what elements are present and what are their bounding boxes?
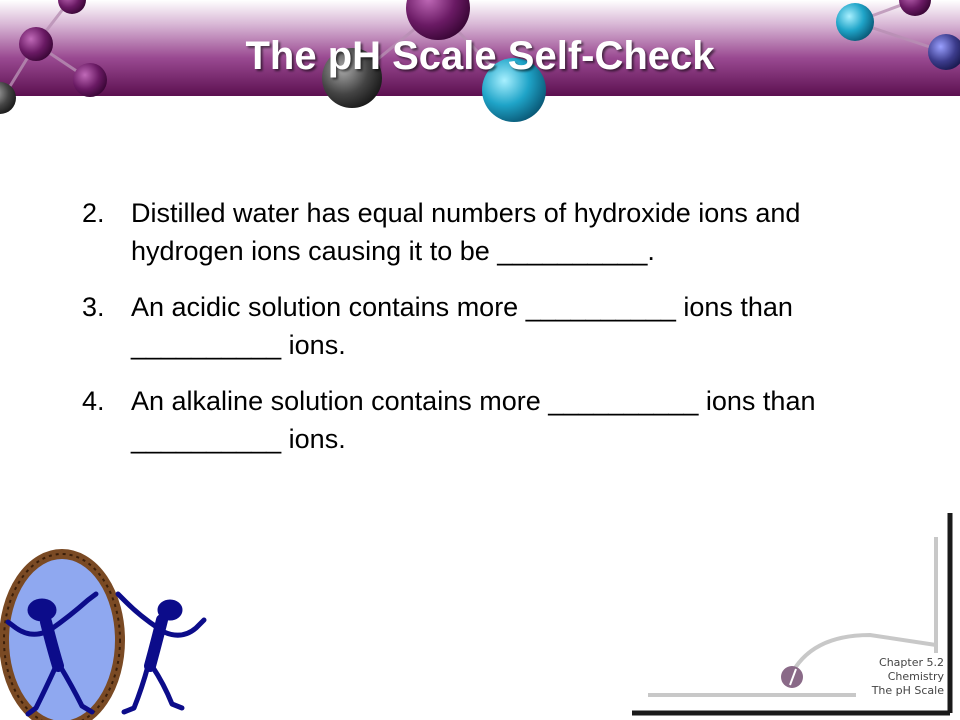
dancing-figures-clipart-icon: [0, 548, 220, 720]
question-number: 2.: [82, 198, 105, 228]
footer-topic: The pH Scale: [871, 684, 944, 697]
slide-title: The pH Scale Self-Check: [245, 34, 715, 78]
question-number: 3.: [82, 292, 105, 322]
question-item: [82, 194, 882, 270]
footer-subject: Chemistry: [887, 670, 944, 683]
question-item: [82, 382, 882, 458]
question-text: An acidic solution contains more __________ ions than __________ ions.: [131, 292, 793, 360]
chapter-footer: [872, 656, 944, 698]
question-text: Distilled water has equal numbers of hydroxide ions and hydrogen ions causing it to be __________.: [131, 198, 801, 266]
question-list: [82, 194, 882, 476]
question-item: [82, 288, 882, 364]
footer-chapter: Chapter 5.2: [879, 656, 944, 669]
question-number: 4.: [82, 386, 105, 416]
question-text: An alkaline solution contains more __________ ions than __________ ions.: [131, 386, 816, 454]
